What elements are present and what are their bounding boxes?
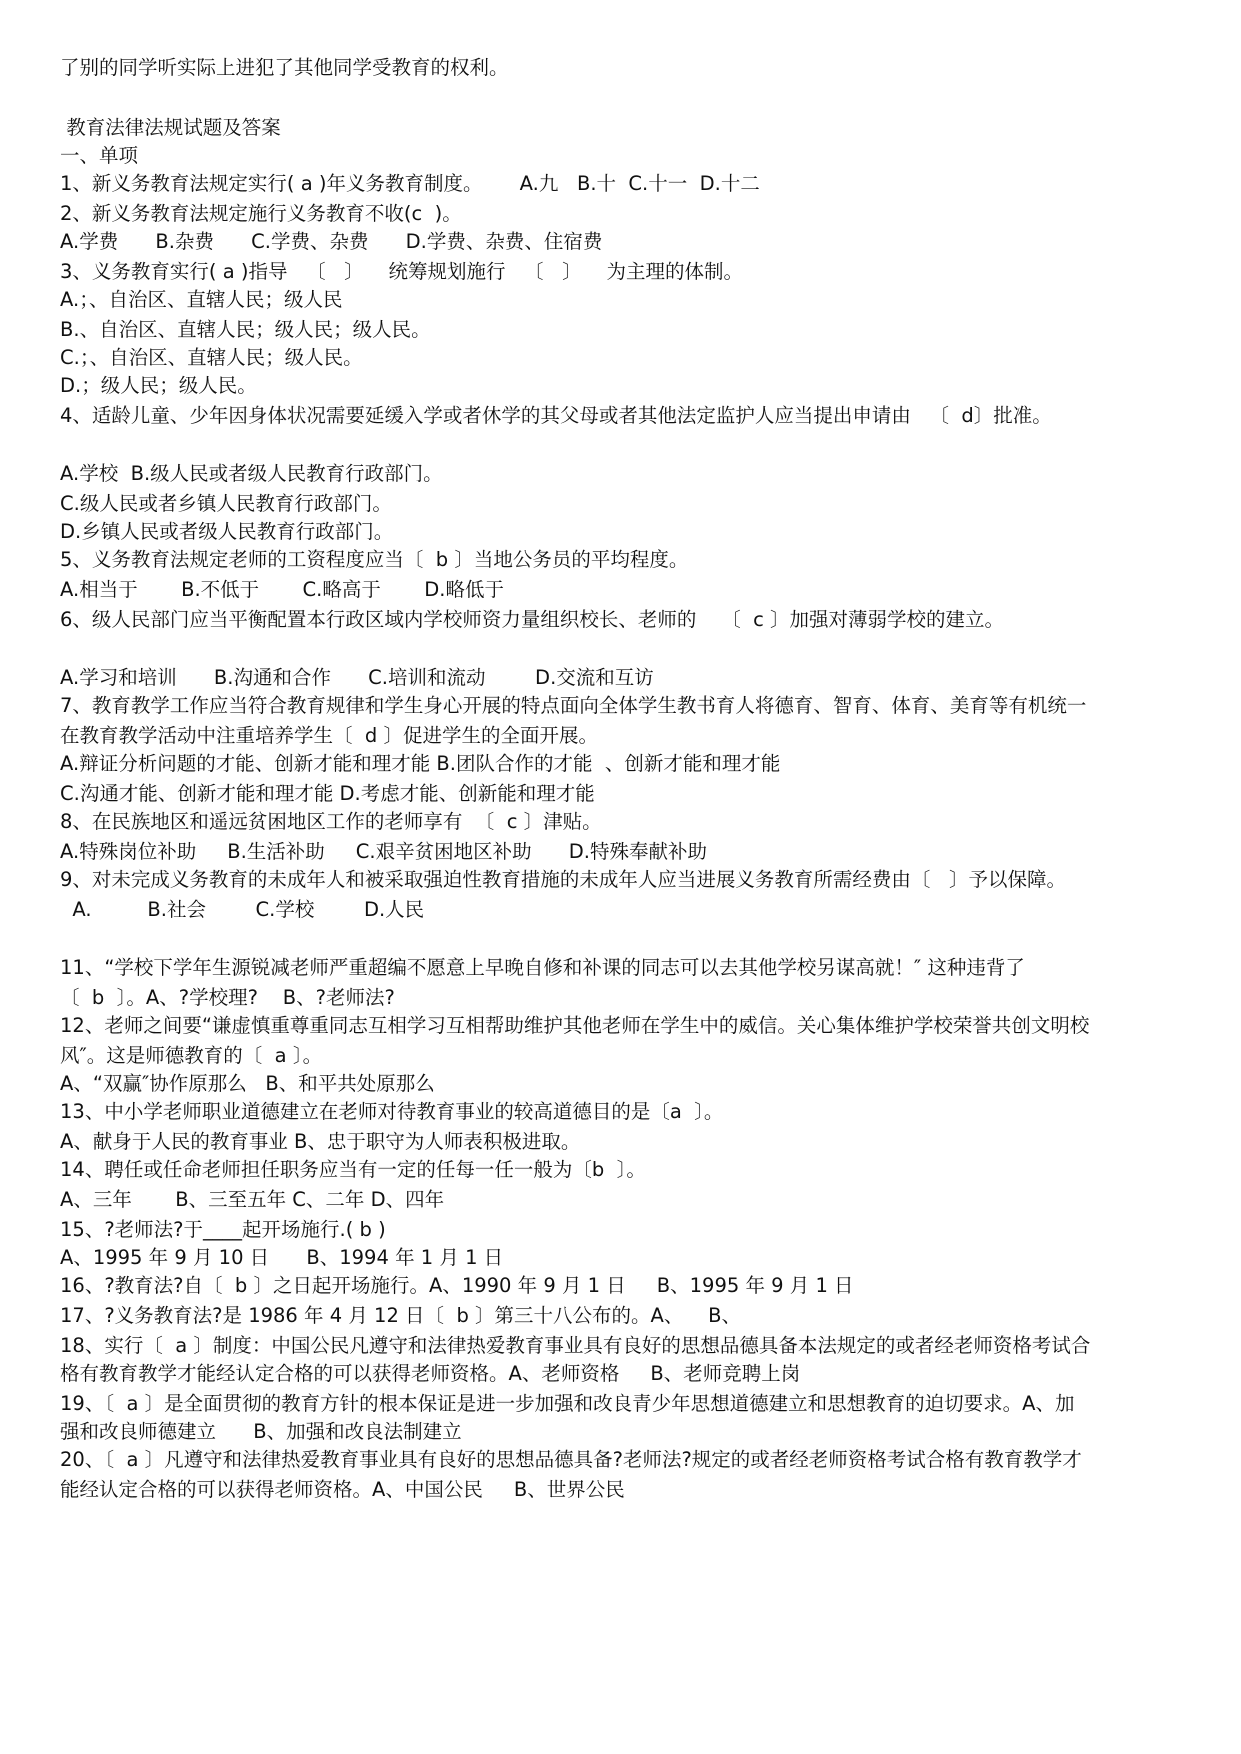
text-line: D.；级人民；级人民。 [60, 374, 257, 397]
text-line: A、三年 B、三至五年 C、二年 D、四年 [60, 1188, 445, 1211]
text-line: A.相当于 B.不低于 C.略高于 D.略低于 [60, 578, 504, 601]
text-line: 7、教育教学工作应当符合教育规律和学生身心开展的特点面向全体学生教书育人将德育、智育、体育、美育等有机统一 [60, 694, 1087, 717]
text-line: 6、级人民部门应当平衡配置本行政区域内学校师资力量组织校长、老师的 〔 c 〕加强对薄弱学校的建立。 [60, 608, 1005, 631]
text-line: C.级人民或者乡镇人民教育行政部门。 [60, 492, 392, 515]
text-line: 16、?教育法?自〔 b 〕之日起开场施行。A、1990 年 9 月 1 日 B、1995 年 9 月 1 日 [60, 1274, 854, 1297]
text-line: 5、义务教育法规定老师的工资程度应当〔 b 〕当地公务员的平均程度。 [60, 548, 689, 571]
text-line: 9、对未完成义务教育的未成年人和被采取强迫性教育措施的未成年人应当进展义务教育所需经费由〔 〕予以保障。 [60, 868, 1067, 891]
text-line: A、献身于人民的教育事业 B、忠于职守为人师表积极进取。 [60, 1130, 581, 1153]
text-line: 20、〔 a 〕凡遵守和法律热爱教育事业具有良好的思想品德具备?老师法?规定的或者经老师资格考试合格有教育教学才 [60, 1448, 1082, 1471]
text-line: A.学费 B.杂费 C.学费、杂费 D.学费、杂费、住宿费 [60, 230, 603, 253]
text-line: A.；、自治区、直辖人民；级人民 [60, 288, 343, 311]
text-line: C.沟通才能、创新才能和理才能 D.考虑才能、创新能和理才能 [60, 782, 595, 805]
text-line: 〔 b 〕。A、?学校理? B、?老师法? [60, 986, 395, 1009]
text-line: A、“双赢″协作原那么 B、和平共处原那么 [60, 1072, 435, 1095]
text-line: 8、在民族地区和遥远贫困地区工作的老师享有 〔 c 〕津贴。 [60, 810, 602, 833]
text-line: 15、?老师法?于____起开场施行.( b ) [60, 1218, 386, 1241]
text-line: 17、?义务教育法?是 1986 年 4 月 12 日〔 b 〕第三十八公布的。A、 B、 [60, 1304, 742, 1327]
text-line: A. B.社会 C.学校 D.人民 [60, 898, 425, 921]
text-line: 18、实行〔 a 〕制度：中国公民凡遵守和法律热爱教育事业具有良好的思想品德具备本法规定的或者经老师资格考试合 [60, 1334, 1091, 1357]
text-line: 1、新义务教育法规定实行( a )年义务教育制度。 A.九 B.十 C.十一 D.十二 [60, 172, 760, 195]
text-line: 一、单项 [60, 144, 139, 167]
text-line: 风″。这是师德教育的〔 a 〕。 [60, 1044, 323, 1067]
text-line: 14、聘任或任命老师担任职务应当有一定的任每一任一般为〔b 〕。 [60, 1158, 646, 1181]
text-line: A.特殊岗位补助 B.生活补助 C.艰辛贫困地区补助 D.特殊奉献补助 [60, 840, 707, 863]
text-line: 强和改良师德建立 B、加强和改良法制建立 [60, 1420, 462, 1443]
text-line: 教育法律法规试题及答案 [60, 116, 281, 139]
text-line: 2、新义务教育法规定施行义务教育不收(c )。 [60, 202, 462, 225]
text-line: 12、老师之间要“谦虚慎重尊重同志互相学习互相帮助维护其他老师在学生中的威信。关心集体维护学校荣誉共创文明校 [60, 1014, 1090, 1037]
text-line: 3、义务教育实行( a )指导 〔 〕 统筹规划施行 〔 〕 为主理的体制。 [60, 260, 743, 283]
text-line: A.学校 B.级人民或者级人民教育行政部门。 [60, 462, 443, 485]
text-line: B.、自治区、直辖人民；级人民；级人民。 [60, 318, 431, 341]
text-line: D.乡镇人民或者级人民教育行政部门。 [60, 520, 394, 543]
text-line: A.辩证分析问题的才能、创新才能和理才能 B.团队合作的才能 、创新才能和理才能 [60, 752, 781, 775]
text-line: 19、〔 a 〕是全面贯彻的教育方针的根本保证是进一步加强和改良青少年思想道德建立和思想教育的迫切要求。A、加 [60, 1392, 1075, 1415]
text-line: A、1995 年 9 月 10 日 B、1994 年 1 月 1 日 [60, 1246, 504, 1269]
text-line: 了别的同学听实际上进犯了其他同学受教育的权利。 [60, 56, 509, 79]
text-line: C.；、自治区、直辖人民；级人民。 [60, 346, 363, 369]
text-line: 格有教育教学才能经认定合格的可以获得老师资格。A、老师资格 B、老师竞聘上岗 [60, 1362, 801, 1385]
text-line: 11、“学校下学年生源锐减老师严重超编不愿意上早晚自修和补课的同志可以去其他学校另谋高就！″ 这种违背了 [60, 956, 1025, 979]
text-line: 能经认定合格的可以获得老师资格。A、中国公民 B、世界公民 [60, 1478, 625, 1501]
text-line: 在教育教学活动中注重培养学生〔 d 〕促进学生的全面开展。 [60, 724, 598, 747]
text-line: 13、中小学老师职业道德建立在老师对待教育事业的较高道德目的是〔a 〕。 [60, 1100, 724, 1123]
text-line: 4、适龄儿童、少年因身体状况需要延缓入学或者休学的其父母或者其他法定监护人应当提出申请由 〔 d〕批准。 [60, 404, 1052, 427]
text-line: A.学习和培训 B.沟通和合作 C.培训和流动 D.交流和互访 [60, 666, 654, 689]
